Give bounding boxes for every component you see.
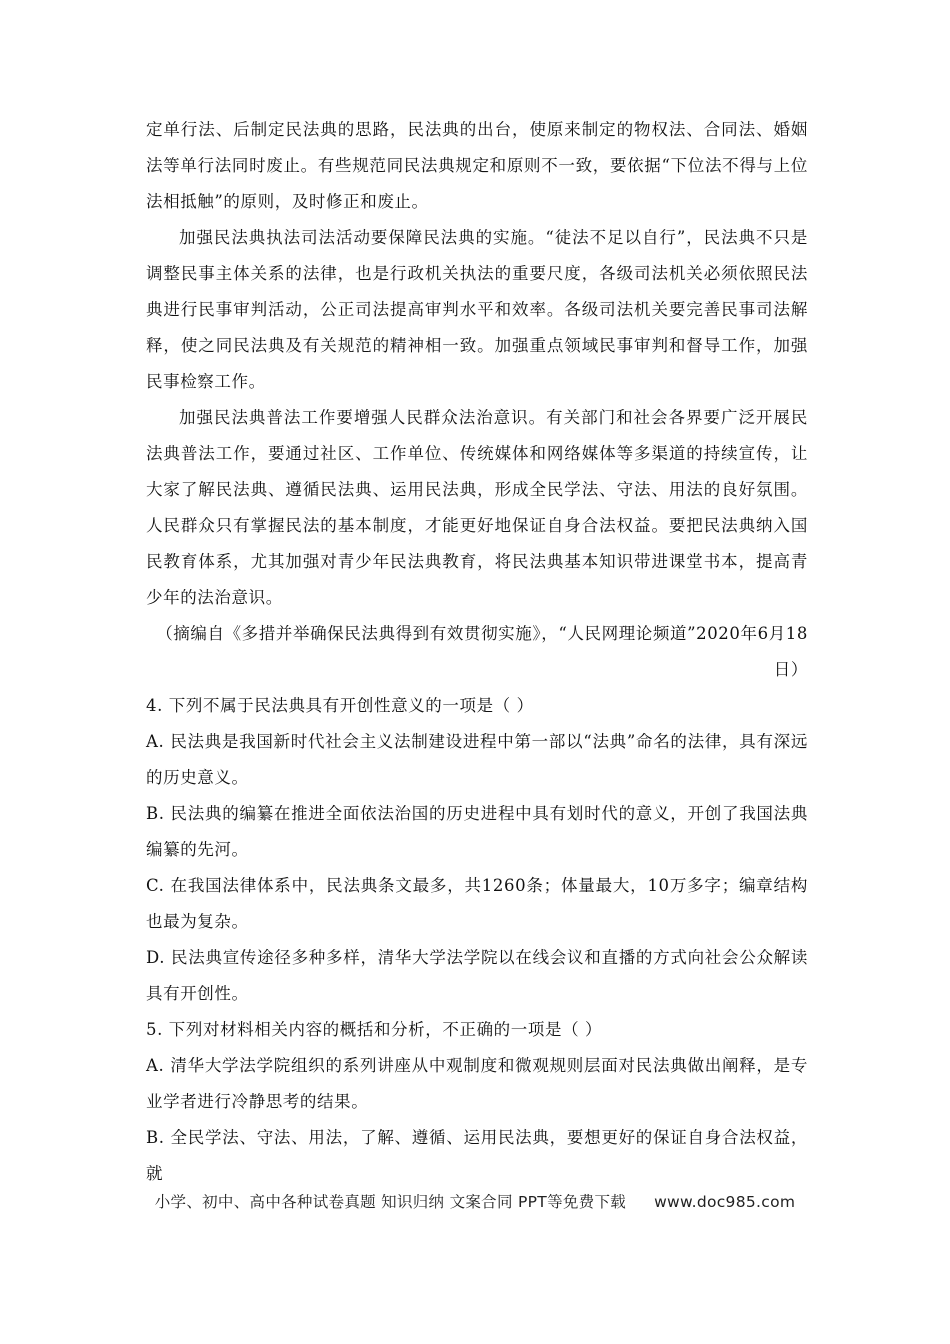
question-stem: 4. 下列不属于民法典具有开创性意义的一项是（ ） — [146, 696, 534, 715]
option-a: A. 民法典是我国新时代社会主义法制建设进程中第一部以“法典”命名的法律，具有深远的历史意义。 — [146, 732, 808, 787]
passage-paragraph: 加强民法典普法工作要增强人民群众法治意识。有关部门和社会各界要广泛开展民法典普法工作，要通过社区、工作单位、传统媒体和网络媒体等多渠道的持续宣传，让大家了解民法典、遵循民法典、运用民法典，形成全民学法、守法、用法的良好氛围。人民群众只有掌握民法的基本制度，才能更好地保证自身合法权益。要把民法典纳入国民教育体系，尤其加强对青少年民法典教育，将民法典基本知识带进课堂书本，提高青少年的法治意识。 — [146, 408, 808, 607]
option-a: A. 清华大学法学院组织的系列讲座从中观制度和微观规则层面对民法典做出阐释，是专业学者进行冷静思考的结果。 — [146, 1056, 808, 1111]
option-b: B. 民法典的编纂在推进全面依法治国的历史进程中具有划时代的意义，开创了我国法典编纂的先河。 — [146, 804, 808, 859]
option-c: C. 在我国法律体系中，民法典条文最多，共1260条；体量最大，10万多字；编章结构也最为复杂。 — [146, 876, 808, 931]
option-b: B. 全民学法、守法、用法，了解、遵循、运用民法典，要想更好的保证自身合法权益，就 — [146, 1128, 808, 1183]
question-stem: 5. 下列对材料相关内容的概括和分析，不正确的一项是（ ） — [146, 1020, 603, 1039]
source-citation: （摘编自《多措并举确保民法典得到有效贯彻实施》，“人民网理论频道”2020年6月18日） — [156, 624, 808, 679]
footer-text: 小学、初中、高中各种试卷真题 知识归纳 文案合同 PPT等免费下载 — [154, 1193, 627, 1211]
page-footer — [0, 1190, 950, 1212]
footer-website: www.doc985.com — [654, 1193, 796, 1211]
option-d: D. 民法典宣传途径多种多样，清华大学法学院以在线会议和直播的方式向社会公众解读具有开创性。 — [146, 948, 808, 1003]
passage-paragraph: 定单行法、后制定民法典的思路，民法典的出台，使原来制定的物权法、合同法、婚姻法等单行法同时废止。有些规范同民法典规定和原则不一致，要依据“下位法不得与上位法相抵触”的原则，及时修正和废止。 — [146, 120, 808, 211]
page-content — [146, 112, 808, 1192]
passage-paragraph: 加强民法典执法司法活动要保障民法典的实施。“徒法不足以自行”，民法典不只是调整民事主体关系的法律，也是行政机关执法的重要尺度，各级司法机关必须依照民法典进行民事审判活动，公正司法提高审判水平和效率。各级司法机关要完善民事司法解释，使之同民法典及有关规范的精神相一致。加强重点领域民事审判和督导工作，加强民事检察工作。 — [146, 228, 808, 391]
